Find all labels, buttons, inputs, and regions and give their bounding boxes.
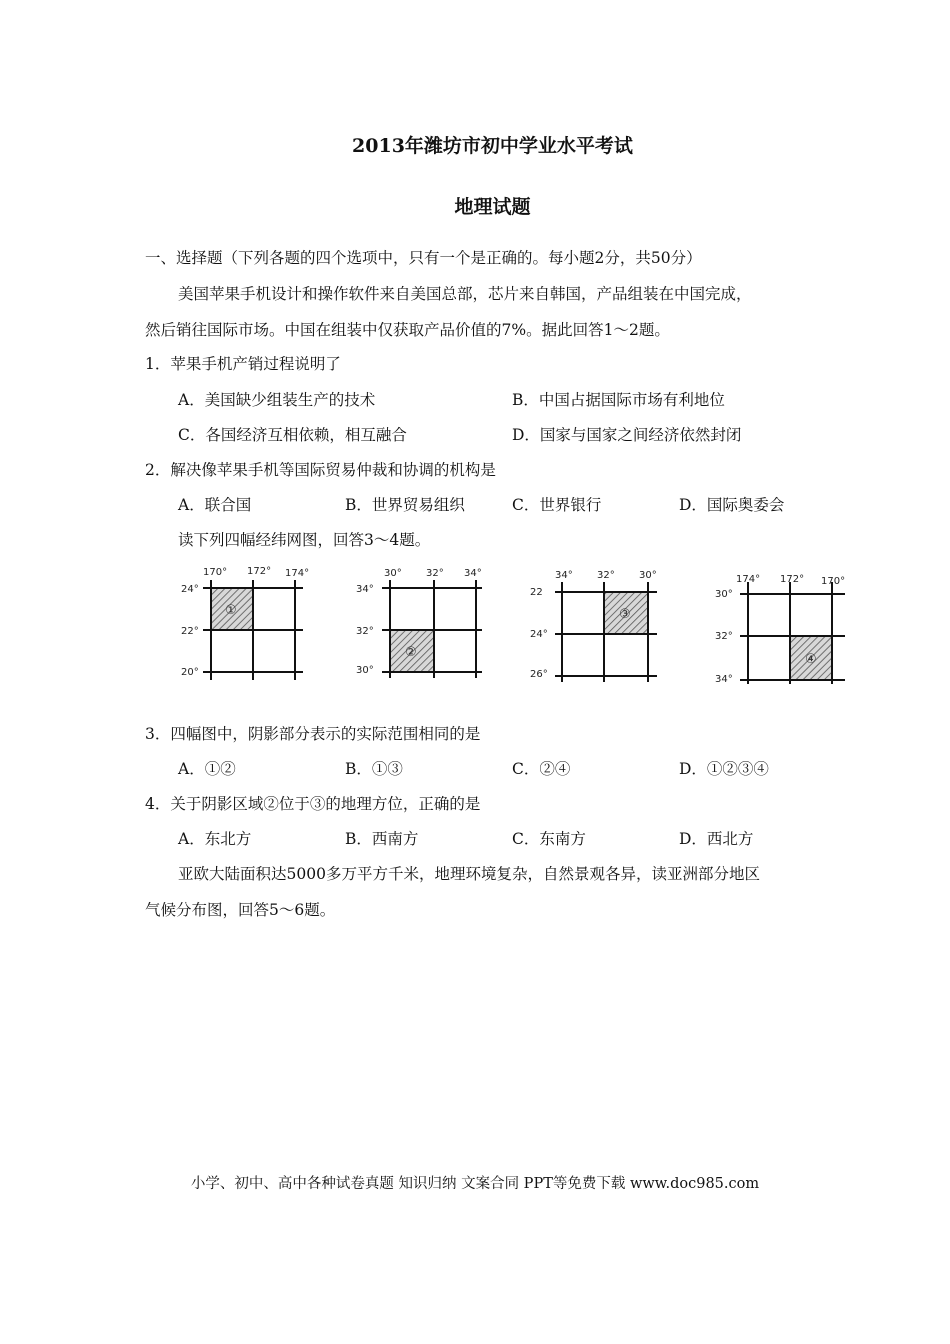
question-2-option-d: D．国际奥委会 [679,496,785,514]
question-4-option-b: B．西南方 [345,830,419,848]
question-1-stem: 1．苹果手机产销过程说明了 [145,355,341,373]
grid-3-left-label-3: 26° [530,669,548,680]
question-2-option-a: A．联合国 [178,496,252,514]
grid-3-top-label-2: 32° [597,570,615,581]
grid-2-top-label-1: 30° [384,568,402,579]
latlon-grid-1 [175,560,310,685]
grid-1-mark: ① [225,603,237,618]
grid-2-left-label-1: 34° [356,584,374,595]
question-3-option-c: C．②④ [512,760,571,778]
passage1-line1: 美国苹果手机设计和操作软件来自美国总部，芯片来自韩国，产品组装在中国完成， [178,285,752,303]
grid-1-left-label-3: 20° [181,667,199,678]
grid-1-top-label-1: 170° [203,567,228,578]
grid-3-mark: ③ [619,607,631,622]
grid-4-left-label-2: 32° [715,631,733,642]
grid-2-left-label-3: 30° [356,665,374,676]
question-2-stem: 2．解决像苹果手机等国际贸易仲裁和协调的机构是 [145,461,496,479]
passage1-line2: 然后销往国际市场。中国在组装中仅获取产品价值的7%。据此回答1～2题。 [145,321,670,339]
passage2-line1: 亚欧大陆面积达5000多万平方千米，地理环境复杂，自然景观各异，读亚洲部分地区 [178,865,760,883]
passage2-line2: 气候分布图，回答5～6题。 [145,901,336,919]
question-3-option-d: D．①②③④ [679,760,769,778]
question-4-option-c: C．东南方 [512,830,586,848]
grid-1-top-label-2: 172° [247,566,272,577]
intro-3-4: 读下列四幅经纬网图，回答3～4题。 [178,531,431,549]
grid-4-top-label-1: 174° [736,574,761,585]
question-4-option-d: D．西北方 [679,830,754,848]
question-3-stem: 3．四幅图中，阴影部分表示的实际范围相同的是 [145,725,481,743]
grid-4-top-label-2: 172° [780,574,805,585]
footer-text: 小学、初中、高中各种试卷真题 知识归纳 文案合同 PPT等免费下载 www.doc985.com [190,1176,760,1192]
question-1-option-c: C．各国经济互相依赖，相互融合 [178,426,407,444]
exam-subtitle: 地理试题 [454,196,531,218]
latlon-grid-4 [710,560,845,685]
latlon-grid-2 [348,560,483,685]
grid-2-left-label-2: 32° [356,626,374,637]
latlon-grid-3 [525,560,665,685]
grid-4-left-label-1: 30° [715,589,733,600]
grid-3-left-label-1: 22 [530,587,543,598]
grid-2-mark: ② [405,645,417,660]
question-1-option-b: B．中国占据国际市场有利地位 [512,391,725,409]
grid-3-top-label-1: 34° [555,570,573,581]
grid-3-left-label-2: 24° [530,629,548,640]
grid-3-top-label-3: 30° [639,570,657,581]
question-1-option-d: D．国家与国家之间经济依然封闭 [512,426,742,444]
question-4-option-a: A．东北方 [178,830,252,848]
grid-1-top-label-3: 174° [285,568,310,579]
grid-2-top-label-2: 32° [426,568,444,579]
question-2-option-b: B．世界贸易组织 [345,496,465,514]
question-1-option-a: A．美国缺少组装生产的技术 [178,391,376,409]
grid-2-top-label-3: 34° [464,568,482,579]
question-2-option-c: C．世界银行 [512,496,602,514]
question-3-option-b: B．①③ [345,760,403,778]
exam-title: 2013年潍坊市初中学业水平考试 [352,135,633,157]
grid-4-top-label-3: 170° [821,576,845,587]
grid-1-left-label-2: 22° [181,626,199,637]
section-heading: 一、选择题（下列各题的四个选项中，只有一个是正确的。每小题2分，共50分） [145,249,702,267]
question-4-stem: 4．关于阴影区域②位于③的地理方位，正确的是 [145,795,481,813]
grid-4-left-label-3: 34° [715,674,733,685]
grid-4-mark: ④ [805,652,817,667]
question-3-option-a: A．①② [178,760,236,778]
grid-1-left-label-1: 24° [181,584,199,595]
